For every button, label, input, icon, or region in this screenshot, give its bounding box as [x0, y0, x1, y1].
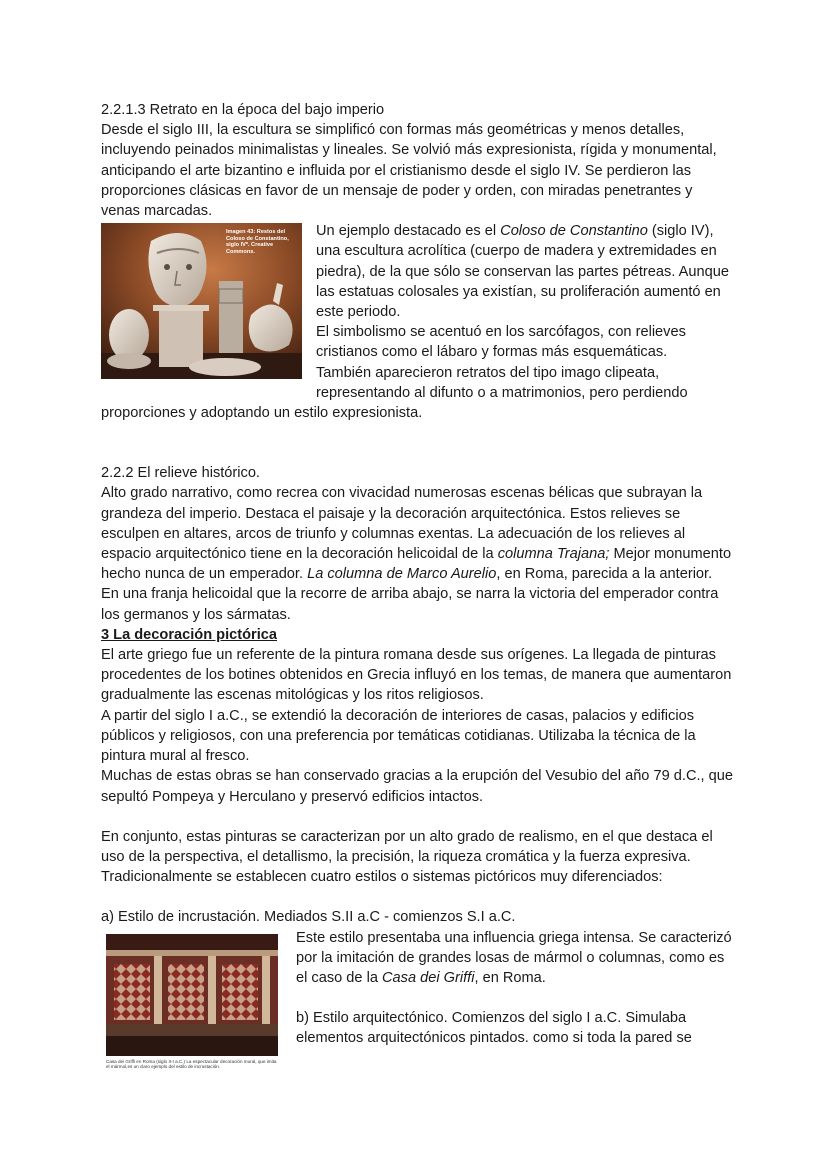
griffi-block: [101, 928, 733, 1070]
coloso-text-a: Un ejemplo destacado es el: [316, 223, 501, 240]
relieve-text-c: , en Roma, parecida a la anterior. En una franja helicoidal que la recorre de arriba abajo, se narra la victoria del emperador contra los germanos y los sármatas.: [101, 566, 719, 623]
paragraph-sarcofagos: El simbolismo se acentuó en los sarcófagos, con relieves cristianos como el lábaro y formas más esquemáticas.: [316, 324, 686, 361]
coloso-constantino-image: [101, 223, 302, 379]
section-heading-decoracion: 3 La decoración pictórica: [101, 626, 277, 643]
casa-griffi-title: Casa dei Griffi: [382, 969, 475, 986]
paragraph-relieve: [101, 483, 733, 624]
casa-griffi-illustration: [106, 934, 278, 1056]
relieve-text-b: Mejor monumento hecho nunca de un emperador.: [101, 546, 732, 583]
columna-marco-aurelio-title: La columna de Marco Aurelio: [307, 566, 497, 583]
section-heading-relieve: 2.2.2 El relieve histórico.: [101, 465, 260, 482]
coloso-text-b: (siglo IV), una escultura acrolítica (cuerpo de madera y extremidades en piedra), de la que sólo se conservan las partes pétreas. Aunque las estatuas colosales ya existían, su proliferación aumentó en este periodo.: [316, 223, 729, 321]
paragraph-estilo-arquitectonico: b) Estilo arquitectónico. Comienzos del siglo I a.C. Simulaba elementos arquitectónicos pintados. como si toda la pared se: [296, 1010, 692, 1047]
coloso-image-caption: Imagen 43: Restos del Coloso de Constantino, siglo IVº. Creative Commons.: [226, 229, 289, 255]
columna-trajana-title: columna Trajana;: [497, 546, 610, 563]
incrustacion-text-b: , en Roma.: [474, 969, 546, 986]
paragraph-cuatro-estilos: Tradicionalmente se establecen cuatro estilos o sistemas pictóricos muy diferenciados:: [101, 869, 663, 886]
paragraph-retrato-intro: Desde el siglo III, la escultura se simplificó con formas más geométricas y menos detalles, incluyendo peinados minimalistas y lineales. Se volvió más expresionista, rígida y monumental, anticipando el arte bizantino e influida por el cristianismo desde el siglo IV. Se perdieron las proporciones clásicas en favor de un mensaje de poder y orden, con miradas penetrantes y venas marcadas.: [101, 122, 717, 220]
casa-griffi-photo: [106, 934, 278, 1056]
paragraph-realismo: En conjunto, estas pinturas se caracterizan por un alto grado de realismo, en el que destaca el uso de la perspectiva, el detallismo, la precisión, la riqueza cromática y la fuerza expresiva.: [101, 828, 713, 865]
casa-griffi-caption: Casa dei Griffi en Roma (siglo II-I a.C.) La espectacular decoración mural, que imita el mármol,es un claro ejemplo del estilo de incrustación.: [106, 1058, 277, 1070]
coloso-title: Coloso de Constantino: [500, 223, 648, 240]
casa-griffi-image: [106, 934, 278, 1070]
paragraph-imago-clipeata: También aparecieron retratos del tipo imago clipeata, representando al difunto o a matrimonios, pero perdiendo proporciones y adoptando un estilo expresionista.: [101, 364, 688, 422]
paragraph-arte-griego: El arte griego fue un referente de la pintura romana desde sus orígenes. La llegada de pinturas procedentes de los botines obtenidos en Grecia influyó en los temas, de manera que aumentaron gradualmente las escenas mitológicas y los ritos religiosos.: [101, 647, 732, 704]
page-content: [101, 100, 733, 1070]
relieve-text-a: Alto grado narrativo, como recrea con vivacidad numerosas escenas bélicas que subrayan la grandeza del imperio. Destaca el paisaje y la decoración arquitectónica. Estos relieves se esculpen en altares, arcos de triunfo y columnas exentas. La adecuación de los relieves al espacio arquitectónico tiene en la decoración helicoidal de la: [101, 485, 703, 563]
section-heading-retrato: 2.2.1.3 Retrato en la época del bajo imperio: [101, 102, 385, 118]
style-a-heading: a) Estilo de incrustación. Mediados S.II a.C - comienzos S.I a.C.: [101, 909, 516, 926]
incrustacion-text-a: Este estilo presentaba una influencia griega intensa. Se caracterizó por la imitación de grandes losas de mármol o columnas, como es el caso de la: [296, 929, 732, 986]
paragraph-siglo-i: A partir del siglo I a.C., se extendió la decoración de interiores de casas, palacios y edificios públicos y religiosos, con una preferencia por temáticas cotidianas. Utilizaba la técnica de la pintura mural al fresco.: [101, 707, 696, 765]
coloso-block: [101, 221, 733, 423]
paragraph-vesubio: Muchas de estas obras se han conservado gracias a la erupción del Vesubio del año 79 d.C., que sepultó Pompeya y Herculano y preservó edificios intactos.: [101, 768, 733, 805]
